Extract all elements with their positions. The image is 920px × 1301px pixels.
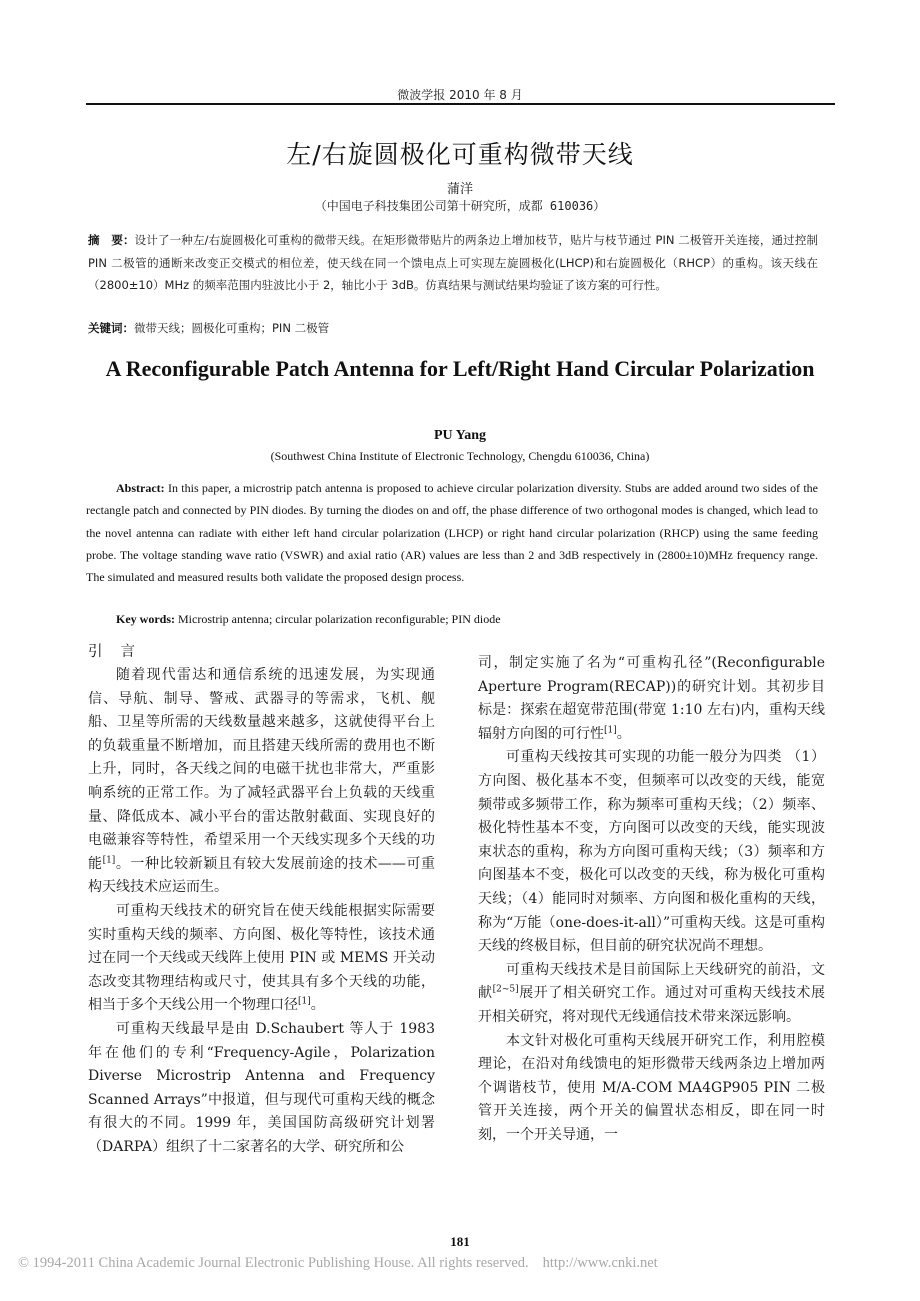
english-abstract <box>86 477 818 588</box>
paragraph <box>478 652 825 746</box>
paragraph-text: 随着现代雷达和通信系统的迅速发展，为实现通信、导航、制导、警戒、武器寻的等需求，飞机、舰船、卫星等所需的天线数量越来越多，这就使得平台上的负载重量不断增加，而且搭建天线所需的费用也不断上升，同时，各天线之间的电磁干扰也非常大，严重影响系统的正常工作。为了减轻武器平台上负载的天线重量、降低成本、减小平台的雷达散射截面、实现良好的电磁兼容等特性，希望采用一个天线实现多个天线的功能 <box>88 667 435 872</box>
english-abstract-label: Abstract: <box>116 481 165 495</box>
english-abstract-text: In this paper, a microstrip patch antenna is proposed to achieve circular polarization diversity. Stubs are added around two sides of the rectangle patch and connected by PIN diodes. By turning the diodes on and off, the phase difference of two orthogonal modes is changed, which lead to the novel antenna can radiate with either left hand circular polarization (LHCP) or right hand circular polarization (RHCP) using the same feeding probe. The voltage standing wave ratio (VSWR) and axial ratio (AR) values are less than 2 and 3dB respectively in (2800±10)MHz frequency range. The simulated and measured results both validate the proposed design process. <box>86 481 818 585</box>
citation: [1] <box>298 996 311 1007</box>
page-number: 181 <box>450 1234 470 1249</box>
chinese-abstract <box>88 229 818 297</box>
right-column <box>478 652 825 1147</box>
paragraph-text: 可重构天线技术是目前国际上天线研究的前沿，文献 <box>478 961 825 1002</box>
paragraph-text-tail: 。 <box>310 997 325 1014</box>
website-link[interactable]: http://www.cnki.net <box>542 1255 658 1271</box>
paragraph <box>88 1018 435 1160</box>
chinese-keywords-text: 微带天线；圆极化可重构；PIN 二极管 <box>134 321 330 335</box>
paragraph-text: 司，制定实施了名为“可重构孔径”(Reconfigurable Aperture Program(RECAP))的研究计划。其初步目标是：探索在超宽带范围(带宽 1:10 左右)内，重构天线辐射方向图的可行性 <box>478 655 825 742</box>
chinese-affiliation: （中国电子科技集团公司第十研究所，成都 610036） <box>314 199 606 213</box>
paragraph <box>88 900 435 1018</box>
copyright-notice <box>18 1255 918 1272</box>
chinese-abstract-text: 设计了一种左/右旋圆极化可重构的微带天线。在矩形微带贴片的两条边上增加枝节，贴片与枝节通过 PIN 二极管开关连接，通过控制 PIN 二极管的通断来改变正交模式的相位差，使天线在同一个馈电点上可实现左旋圆极化(LHCP)和右旋圆极化（RHCP）的重构。该天线在（2800±10）MHz 的频率范围内驻波比小于 2，轴比小于 3dB。仿真结果与测试结果均验证了该方案的可行性。 <box>88 233 819 292</box>
chinese-author: 蒲洋 <box>446 182 473 197</box>
citation: [2~5] <box>492 984 519 995</box>
paragraph <box>88 664 435 900</box>
paragraph <box>478 746 825 958</box>
chinese-abstract-label: 摘 要： <box>88 233 135 247</box>
english-keywords <box>116 609 816 629</box>
chinese-keywords-label: 关键词： <box>88 321 134 335</box>
chinese-title: 左/右旋圆极化可重构微带天线 <box>286 140 634 169</box>
paragraph-text: 可重构天线最早是由 D.Schaubert 等人于 1983 年在他们的专利“Frequency-Agile，Polarization Diverse Microstrip Antenna and Frequency Scanned Arrays”中报道，但与现代可重构天线的概念有很大的不同。1999 年，美国国防高级研究计划署（DARPA）组织了十二家著名的大学、研究所和公 <box>88 1020 435 1155</box>
paragraph-text-tail: 。 <box>616 725 631 742</box>
paragraph-text: 本文针对极化可重构天线展开研究工作，利用腔模理论，在沿对角线馈电的矩形微带天线两条边上增加两个调谐枝节，使用 M/A-COM MA4GP905 PIN 二极管开关连接，两个开关的偏置状态相反，即在同一时刻，一个开关导通，一 <box>478 1032 825 1143</box>
copyright-text: © 1994-2011 China Academic Journal Electronic Publishing House. All rights reserved. <box>18 1255 529 1271</box>
english-keywords-label: Key words: <box>116 612 175 626</box>
section-heading-introduction: 引言 <box>88 644 153 660</box>
left-column <box>88 664 435 1159</box>
english-affiliation: (Southwest China Institute of Electronic Technology, Chengdu 610036, China) <box>270 449 650 463</box>
citation: [1] <box>604 725 617 736</box>
paragraph-text-tail: 。一种比较新颖且有较大发展前途的技术——可重构天线技术应运而生。 <box>88 855 436 896</box>
running-head: 微波学报 2010 年 8 月 <box>397 88 523 102</box>
header-rule <box>86 103 835 105</box>
paragraph-text-tail: 展开了相关研究工作。通过对可重构天线技术展开相关研究，将对现代无线通信技术带来深远影响。 <box>478 985 826 1025</box>
paragraph-text: 可重构天线按其可实现的功能一般分为四类 （1）方向图、极化基本不变，但频率可以改变的天线，能宽频带或多频带工作，称为频率可重构天线；（2）频率、极化特性基本不变，方向图可以改变的天线，能实现波束状态的重构，称为方向图可重构天线；（3）频率和方向图基本不变，极化可以改变的天线，称为极化可重构天线；（4）能同时对频率、方向图和极化重构的天线，称为“万能（one-does-it-all）”可重构天线。这是可重构天线的终极目标，但目前的研究状况尚不理想。 <box>478 749 825 955</box>
english-keywords-text: Microstrip antenna; circular polarization reconfigurable; PIN diode <box>175 612 501 626</box>
paragraph-text: 可重构天线技术的研究旨在使天线能根据实际需要实时重构天线的频率、方向图、极化等特性，该技术通过在同一个天线或天线阵上使用 PIN 或 MEMS 开关动态改变其物理结构或尺寸，使其具有多个天线的功能，相当于多个天线公用一个物理口径 <box>88 902 435 1014</box>
english-author: PU Yang <box>434 428 486 443</box>
paragraph <box>478 1030 825 1148</box>
citation: [1] <box>102 855 116 866</box>
english-title: A Reconfigurable Patch Antenna for Left/Right Hand Circular Polarization <box>105 356 815 381</box>
paragraph <box>478 959 825 1030</box>
chinese-keywords <box>88 318 818 338</box>
